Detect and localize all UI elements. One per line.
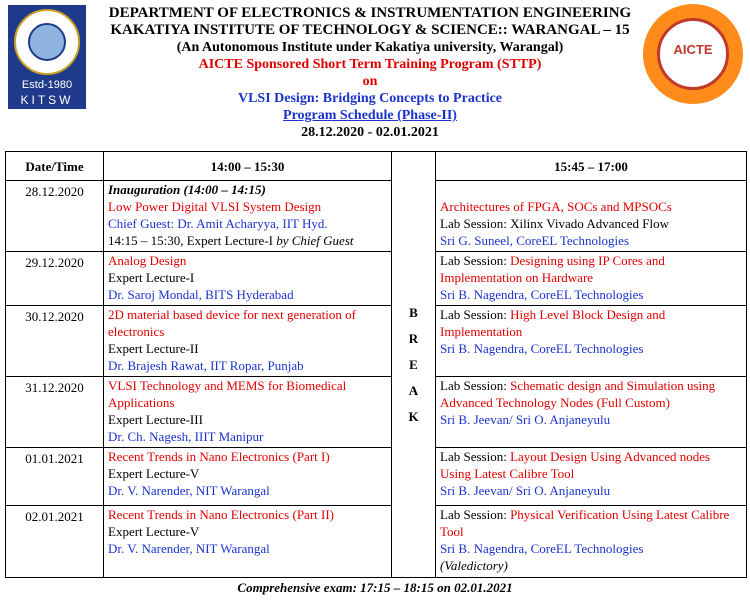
emblem-center bbox=[28, 23, 66, 61]
col-header-date: Date/Time bbox=[6, 152, 104, 181]
speaker: Sri B. Nagendra, CoreEL Technologies bbox=[440, 341, 644, 356]
table-row bbox=[6, 181, 747, 252]
speaker: Sri B. Nagendra, CoreEL Technologies bbox=[440, 287, 644, 302]
session-title: Recent Trends in Nano Electronics (Part II) bbox=[108, 507, 335, 522]
lecture-line bbox=[108, 232, 387, 249]
institute-title: KAKATIYA INSTITUTE OF TECHNOLOGY & SCIENCE:: WARANGAL – 15 bbox=[110, 22, 630, 38]
col-header-slot2: 15:45 – 17:00 bbox=[436, 152, 747, 181]
lab-line bbox=[440, 377, 742, 411]
lab-prefix: Lab Session: bbox=[440, 216, 511, 231]
program-title: AICTE Sponsored Short Term Training Program (STTP) bbox=[198, 57, 542, 72]
table-row bbox=[6, 448, 747, 506]
table-row bbox=[6, 306, 747, 377]
date-range: 28.12.2020 - 02.01.2021 bbox=[301, 125, 439, 140]
schedule-title: Program Schedule (Phase-II) bbox=[283, 108, 457, 123]
lab-prefix: Lab Session: bbox=[440, 307, 511, 322]
lab-title: Schematic design and Simulation using Advanced Technology Nodes (Full Custom) bbox=[440, 378, 716, 410]
lab-title: Layout Design Using Advanced nodes Using Latest Calibre Tool bbox=[440, 449, 711, 481]
row-date: 02.01.2021 bbox=[6, 506, 104, 578]
schedule-table bbox=[5, 151, 747, 578]
lecture-label: Expert Lecture-V bbox=[108, 466, 200, 481]
table-row bbox=[6, 252, 747, 306]
department-title: DEPARTMENT OF ELECTRONICS & INSTRUMENTATION ENGINEERING bbox=[108, 5, 632, 21]
lecture-by: by Chief Guest bbox=[276, 233, 354, 248]
lab-prefix: Lab Session: bbox=[440, 507, 511, 522]
session2-cell bbox=[436, 252, 747, 306]
lab-title: Physical Verification Using Latest Calibre Tool bbox=[440, 507, 730, 539]
session1-cell bbox=[104, 181, 392, 252]
session1-cell bbox=[104, 448, 392, 506]
lab-line bbox=[440, 252, 742, 286]
kitsw-logo bbox=[8, 5, 86, 109]
col-header-slot1: 14:00 – 15:30 bbox=[104, 152, 392, 181]
session2-cell bbox=[436, 181, 747, 252]
session-title: Low Power Digital VLSI System Design bbox=[108, 199, 322, 214]
lab-line bbox=[440, 506, 742, 540]
session1-cell bbox=[104, 506, 392, 578]
session1-cell bbox=[104, 377, 392, 448]
lecture-label: Expert Lecture-V bbox=[108, 524, 200, 539]
valedictory-note: (Valedictory) bbox=[440, 558, 508, 573]
lab-line bbox=[440, 215, 742, 232]
aicte-logo bbox=[643, 4, 743, 104]
speaker: Sri B. Nagendra, CoreEL Technologies bbox=[440, 541, 644, 556]
lab-line bbox=[440, 448, 742, 482]
session-title: Analog Design bbox=[108, 253, 187, 268]
lab-title: High Level Block Design and Implementation bbox=[440, 307, 666, 339]
session-title: Architectures of FPGA, SOCs and MPSOCs bbox=[440, 199, 672, 214]
row-date: 01.01.2021 bbox=[6, 448, 104, 506]
lecture-label: Expert Lecture-I bbox=[108, 270, 195, 285]
lab-line bbox=[440, 306, 742, 340]
speaker: Sri G. Suneel, CoreEL Technologies bbox=[440, 233, 630, 248]
session-title: Recent Trends in Nano Electronics (Part I) bbox=[108, 449, 330, 464]
break-letter: E bbox=[409, 357, 418, 372]
lab-prefix: Lab Session: bbox=[440, 449, 511, 464]
session1-cell bbox=[104, 252, 392, 306]
table-header-row bbox=[6, 152, 747, 181]
speaker: Dr. Brajesh Rawat, IIT Ropar, Punjab bbox=[108, 358, 304, 373]
lab-title: Xilinx Vivado Advanced Flow bbox=[510, 216, 670, 231]
break-letter: A bbox=[408, 383, 419, 398]
logo-estd: Estd-1980 bbox=[21, 79, 73, 91]
session-title: 2D material based device for next generation of electronics bbox=[108, 307, 356, 339]
row-date: 28.12.2020 bbox=[6, 181, 104, 252]
session2-cell bbox=[436, 506, 747, 578]
break-letter: B bbox=[409, 305, 418, 320]
lecture-label: Expert Lecture-III bbox=[108, 412, 203, 427]
session2-cell bbox=[436, 306, 747, 377]
table-row bbox=[6, 506, 747, 578]
speaker: Dr. Saroj Mondal, BITS Hyderabad bbox=[108, 287, 294, 302]
lab-prefix: Lab Session: bbox=[440, 378, 511, 393]
break-letter: R bbox=[408, 331, 419, 346]
inauguration-line: Inauguration (14:00 – 14:15) bbox=[108, 182, 266, 197]
speaker: Dr. V. Narender, NIT Warangal bbox=[108, 483, 270, 498]
row-date: 30.12.2020 bbox=[6, 306, 104, 377]
break-letter: K bbox=[408, 409, 419, 424]
lecture-label: Expert Lecture-II bbox=[108, 341, 199, 356]
topic-title: VLSI Design: Bridging Concepts to Practice bbox=[237, 91, 503, 106]
lecture-label: 14:15 – 15:30, Expert Lecture-I bbox=[108, 233, 273, 248]
speaker: Dr. Ch. Nagesh, IIIT Manipur bbox=[108, 429, 264, 444]
emblem-ring bbox=[14, 9, 80, 75]
speaker: Dr. V. Narender, NIT Warangal bbox=[108, 541, 270, 556]
lab-prefix: Lab Session: bbox=[440, 253, 511, 268]
session2-cell bbox=[436, 377, 747, 448]
speaker: Sri B. Jeevan/ Sri O. Anjaneyulu bbox=[440, 412, 611, 427]
row-date: 29.12.2020 bbox=[6, 252, 104, 306]
row-date: 31.12.2020 bbox=[6, 377, 104, 448]
document-header bbox=[100, 5, 640, 141]
affiliation-line: (An Autonomous Institute under Kakatiya university, Warangal) bbox=[176, 40, 564, 55]
aicte-logo-text: AICTE bbox=[673, 42, 713, 57]
exam-footer: Comprehensive exam: 17:15 – 18:15 on 02.01.2021 bbox=[237, 580, 513, 595]
chief-guest: Chief Guest: Dr. Amit Acharyya, IIT Hyd. bbox=[108, 216, 328, 231]
session1-cell bbox=[104, 306, 392, 377]
on-line: on bbox=[362, 74, 378, 89]
lab-title: Designing using IP Cores and Implementation on Hardware bbox=[440, 253, 665, 285]
session-title: VLSI Technology and MEMS for Biomedical Applications bbox=[108, 378, 347, 410]
session2-cell bbox=[436, 448, 747, 506]
speaker: Sri B. Jeevan/ Sri O. Anjaneyulu bbox=[440, 483, 611, 498]
logo-name: KITSW bbox=[20, 93, 74, 107]
break-column bbox=[392, 152, 436, 578]
table-row bbox=[6, 377, 747, 448]
